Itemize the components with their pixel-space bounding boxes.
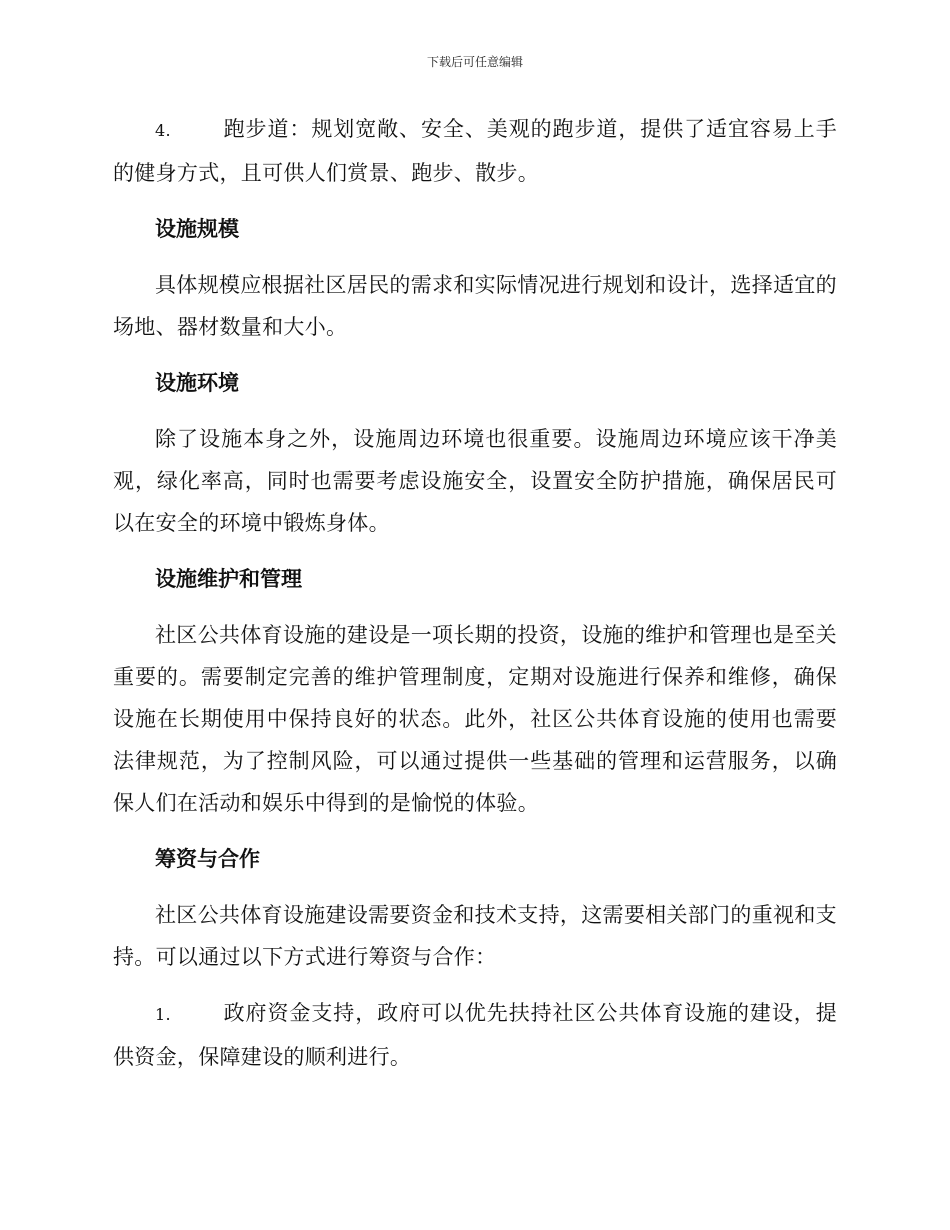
list-number: 1.: [155, 1005, 171, 1024]
document-body: [113, 108, 837, 1092]
section-heading-funding: 筹资与合作: [155, 846, 260, 871]
section-heading-environment: 设施环境: [155, 370, 239, 395]
list-text: 跑步道：规划宽敞、安全、美观的跑步道，提供了适宜容易上手的健身方式，且可供人们赏景、跑步、散步。: [113, 117, 837, 185]
list-text: 政府资金支持，政府可以优先扶持社区公共体育设施的建设，提供资金，保障建设的顺利进行。: [113, 1001, 837, 1069]
section-heading-scale: 设施规模: [155, 216, 239, 241]
section-heading-maintenance: 设施维护和管理: [155, 566, 302, 591]
paragraph-scale: 具体规模应根据社区居民的需求和实际情况进行规划和设计，选择适宜的场地、器材数量和大小。: [113, 273, 837, 339]
paragraph-environment: 除了设施本身之外，设施周边环境也很重要。设施周边环境应该干净美观，绿化率高，同时也需要考虑设施安全，设置安全防护措施，确保居民可以在安全的环境中锻炼身体。: [113, 427, 837, 535]
list-item-1: [113, 992, 837, 1078]
list-item-4: [113, 108, 837, 194]
paragraph-funding: 社区公共体育设施建设需要资金和技术支持，这需要相关部门的重视和支持。可以通过以下方式进行筹资与合作：: [113, 903, 837, 969]
paragraph-maintenance: 社区公共体育设施的建设是一项长期的投资，设施的维护和管理也是至关重要的。需要制定完善的维护管理制度，定期对设施进行保养和维修，确保设施在长期使用中保持良好的状态。此外，社区公共体育设施的使用也需要法律规范，为了控制风险，可以通过提供一些基础的管理和运营服务，以确保人们在活动和娱乐中得到的是愉悦的体验。: [113, 623, 837, 815]
page-header: 下载后可任意编辑: [426, 55, 523, 69]
list-number: 4.: [155, 121, 171, 140]
